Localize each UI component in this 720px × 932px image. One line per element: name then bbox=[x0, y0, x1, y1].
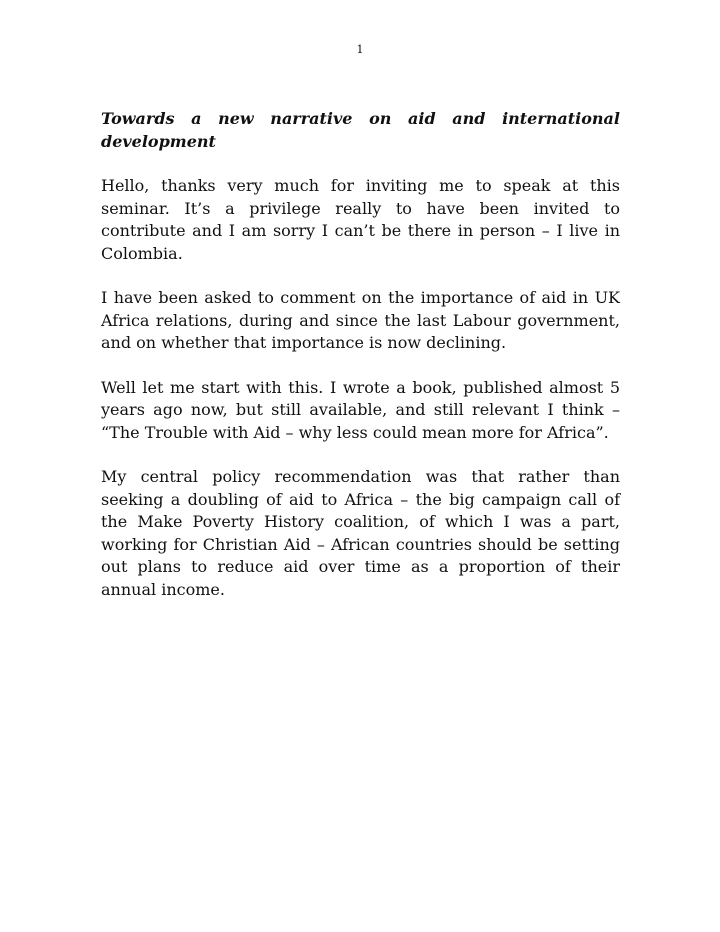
page-number: 1 bbox=[356, 43, 364, 56]
paragraph-4: My central policy recommendation was that rather than seeking a doubling of aid to Africa – the big campaign call of the Make Poverty History coalition, of which I was a part, working for Christian Aid – African countries should be setting out plans to reduce aid over time as a proportion of their annual income. bbox=[101, 467, 620, 599]
document-title: Towards a new narrative on aid and international development bbox=[101, 109, 620, 151]
paragraph-3: Well let me start with this. I wrote a book, published almost 5 years ago now, but still available, and still relevant I think – “The Trouble with Aid – why less could mean more for Africa”. bbox=[101, 377, 620, 442]
paragraph-2: I have been asked to comment on the importance of aid in UK Africa relations, during and since the last Labour government, and on whether that importance is now declining. bbox=[101, 288, 620, 352]
paragraph-1: Hello, thanks very much for inviting me to speak at this seminar. It’s a privilege really to have been invited to contribute and I am sorry I can’t be there in person – I live in Colombia. bbox=[101, 176, 620, 263]
document-body bbox=[101, 108, 620, 601]
